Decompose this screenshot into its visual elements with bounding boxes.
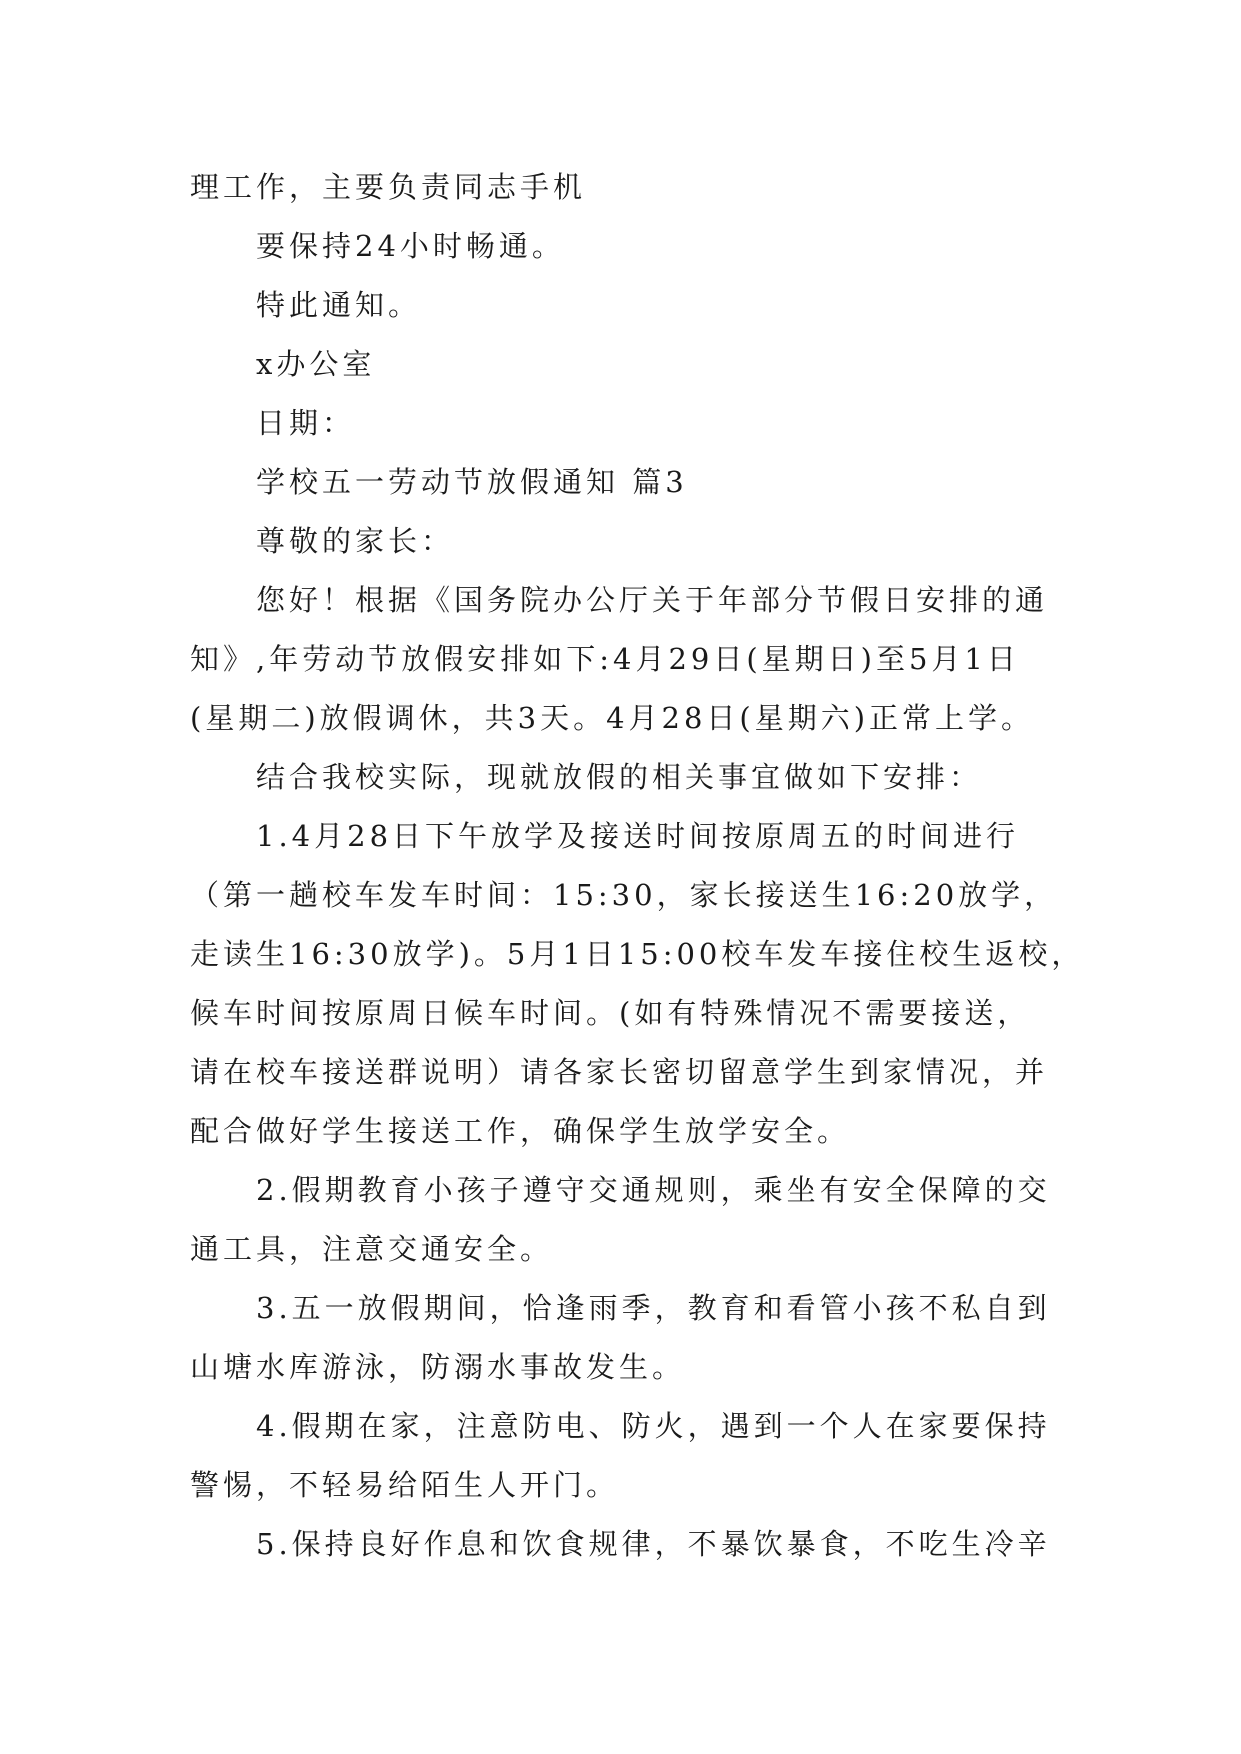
text-line: 1.4月28日下午放学及接送时间按原周五的时间进行 bbox=[256, 819, 1020, 853]
text-line: 结合我校实际，现就放假的相关事宜做如下安排： bbox=[256, 760, 983, 794]
text-line: 理工作，主要负责同志手机 bbox=[190, 170, 587, 204]
text-line: 4.假期在家，注意防电、防火，遇到一个人在家要保持 bbox=[256, 1409, 1051, 1443]
text-line: 特此通知。 bbox=[256, 288, 422, 322]
text-line: 配合做好学生接送工作，确保学生放学安全。 bbox=[190, 1114, 851, 1148]
text-line: 通工具，注意交通安全。 bbox=[190, 1232, 554, 1266]
text-line: 您好！根据《国务院办公厅关于年部分节假日安排的通 bbox=[256, 583, 1049, 617]
text-line: 日期： bbox=[256, 406, 356, 440]
text-line: 走读生16:30放学)。5月1日15:00校车发车接住校生返校， bbox=[190, 937, 1085, 971]
document-body bbox=[190, 158, 1090, 1574]
text-line: 知》,年劳动节放假安排如下:4月29日(星期日)至5月1日 bbox=[190, 642, 1020, 676]
text-line: 请在校车接送群说明）请各家长密切留意学生到家情况，并 bbox=[190, 1055, 1049, 1089]
text-line: （第一趟校车发车时间：15:30，家长接送生16:20放学， bbox=[190, 878, 1058, 912]
text-line: 学校五一劳动节放假通知 篇3 bbox=[256, 465, 688, 499]
text-line: 要保持24小时畅通。 bbox=[256, 229, 565, 263]
text-line: x办公室 bbox=[256, 347, 376, 381]
text-line: 山塘水库游泳，防溺水事故发生。 bbox=[190, 1350, 686, 1384]
text-line: (星期二)放假调休，共3天。4月28日(星期六)正常上学。 bbox=[190, 701, 1035, 735]
text-line: 尊敬的家长： bbox=[256, 524, 455, 558]
text-line: 3.五一放假期间，恰逢雨季，教育和看管小孩不私自到 bbox=[256, 1291, 1051, 1325]
text-line: 2.假期教育小孩子遵守交通规则，乘坐有安全保障的交 bbox=[256, 1173, 1051, 1207]
text-line: 5.保持良好作息和饮食规律，不暴饮暴食，不吃生冷辛 bbox=[256, 1527, 1051, 1561]
text-line: 警惕，不轻易给陌生人开门。 bbox=[190, 1468, 620, 1502]
text-line: 候车时间按原周日候车时间。(如有特殊情况不需要接送， bbox=[190, 996, 1031, 1030]
